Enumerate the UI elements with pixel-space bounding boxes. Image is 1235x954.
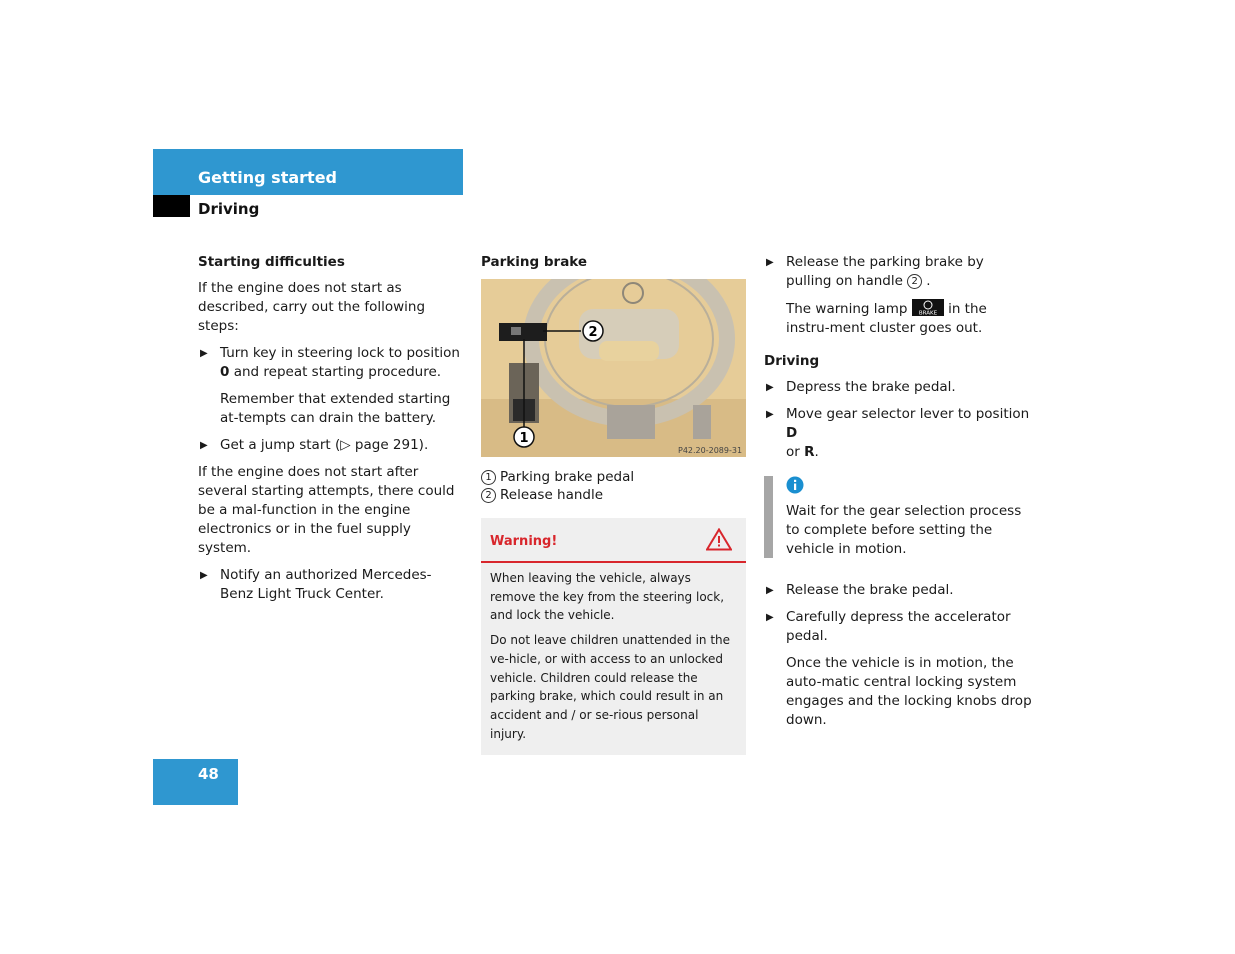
caption-2: 2 Release handle bbox=[481, 486, 747, 504]
warning-lamp-note: The warning lamp BRAKE in the instru-ment cluster goes out. bbox=[786, 301, 987, 336]
subsection-title: Driving bbox=[198, 200, 260, 218]
info-icon bbox=[786, 476, 804, 494]
callout-1 bbox=[514, 427, 534, 447]
bullet-arrow-icon: ▶ bbox=[200, 440, 208, 451]
figure-code: P42.20-2089-31 bbox=[678, 446, 743, 455]
step-text: Notify an authorized Mercedes-Benz Light Truck Center. bbox=[220, 567, 432, 602]
heading-starting-difficulties: Starting difficulties bbox=[198, 254, 345, 270]
column-driving bbox=[764, 253, 1032, 738]
locking-note: Once the vehicle is in motion, the auto-matic central locking system engages and the locking knobs drop down. bbox=[786, 655, 1032, 728]
column-starting-difficulties bbox=[198, 253, 463, 612]
page-number: 48 bbox=[198, 765, 219, 783]
caption-1: 1 Parking brake pedal bbox=[481, 468, 747, 486]
header-marker bbox=[153, 195, 190, 217]
step-turn-key bbox=[198, 344, 463, 382]
parking-brake-illustration bbox=[481, 279, 746, 457]
bullet-arrow-icon: ▶ bbox=[766, 612, 774, 623]
info-text: Wait for the gear selection process to complete before setting the vehicle in motion. bbox=[786, 503, 1022, 557]
svg-text:BRAKE: BRAKE bbox=[918, 310, 937, 316]
malfunction-text: If the engine does not start after several starting attempts, there could be a mal-function in the engine electronics or in the fuel supply system. bbox=[198, 464, 455, 556]
step-text: Turn key in steering lock to position bbox=[220, 345, 460, 361]
warning-text-1: When leaving the vehicle, always remove the key from the steering lock, and lock the vehicle. bbox=[490, 571, 725, 623]
step-jump-start bbox=[198, 436, 463, 455]
step-text: Get a jump start (▷ page 291). bbox=[220, 437, 429, 453]
step-text: and repeat starting procedure. bbox=[229, 364, 442, 380]
intro-text: If the engine does not start as described, carry out the following steps: bbox=[198, 280, 426, 334]
svg-text:1: 1 bbox=[519, 431, 529, 446]
step-release-parking-brake bbox=[764, 253, 1032, 291]
step-notify bbox=[198, 566, 463, 604]
warning-title: Warning! bbox=[490, 534, 558, 549]
step-depress-brake bbox=[764, 378, 1032, 397]
bullet-arrow-icon: ▶ bbox=[766, 382, 774, 393]
step-text: Depress the brake pedal. bbox=[786, 379, 956, 395]
step-bold: 0 bbox=[220, 364, 230, 380]
battery-note: Remember that extended starting at-tempts can drain the battery. bbox=[220, 391, 451, 426]
warning-text-2: Do not leave children unattended in the ve-hicle, or with access to an unlocked vehicle. Children could release the parking brake, which could result in an accident and / or se-rious personal injury. bbox=[490, 633, 731, 741]
step-text: Release the brake pedal. bbox=[786, 582, 954, 598]
bullet-arrow-icon: ▶ bbox=[766, 409, 774, 420]
figure-caption bbox=[481, 468, 747, 504]
brake-warning-lamp-icon bbox=[912, 299, 944, 316]
info-box bbox=[764, 476, 1032, 559]
warning-triangle-icon bbox=[706, 528, 732, 551]
warning-box bbox=[481, 518, 746, 755]
info-bar bbox=[764, 476, 773, 558]
step-release-brake-pedal bbox=[764, 581, 1032, 600]
step-accelerator bbox=[764, 608, 1032, 646]
callout-2 bbox=[583, 321, 603, 341]
heading-driving: Driving bbox=[764, 353, 820, 369]
section-title: Getting started bbox=[198, 168, 337, 187]
bullet-arrow-icon: ▶ bbox=[200, 348, 208, 359]
step-text: Release the parking brake by pulling on handle bbox=[786, 254, 984, 289]
step-gear-selector: ▶ Move gear selector lever to position D or R. bbox=[766, 406, 1030, 460]
bullet-arrow-icon: ▶ bbox=[200, 570, 208, 581]
callout-ref: 2 bbox=[907, 274, 922, 289]
heading-parking-brake: Parking brake bbox=[481, 254, 588, 270]
step-text: Carefully depress the accelerator pedal. bbox=[786, 609, 1011, 644]
bullet-arrow-icon: ▶ bbox=[766, 257, 774, 268]
step-text: . bbox=[926, 273, 931, 289]
svg-text:2: 2 bbox=[588, 325, 598, 340]
bullet-arrow-icon: ▶ bbox=[766, 585, 774, 596]
page-number-box bbox=[153, 759, 238, 805]
column-parking-brake bbox=[481, 253, 747, 755]
